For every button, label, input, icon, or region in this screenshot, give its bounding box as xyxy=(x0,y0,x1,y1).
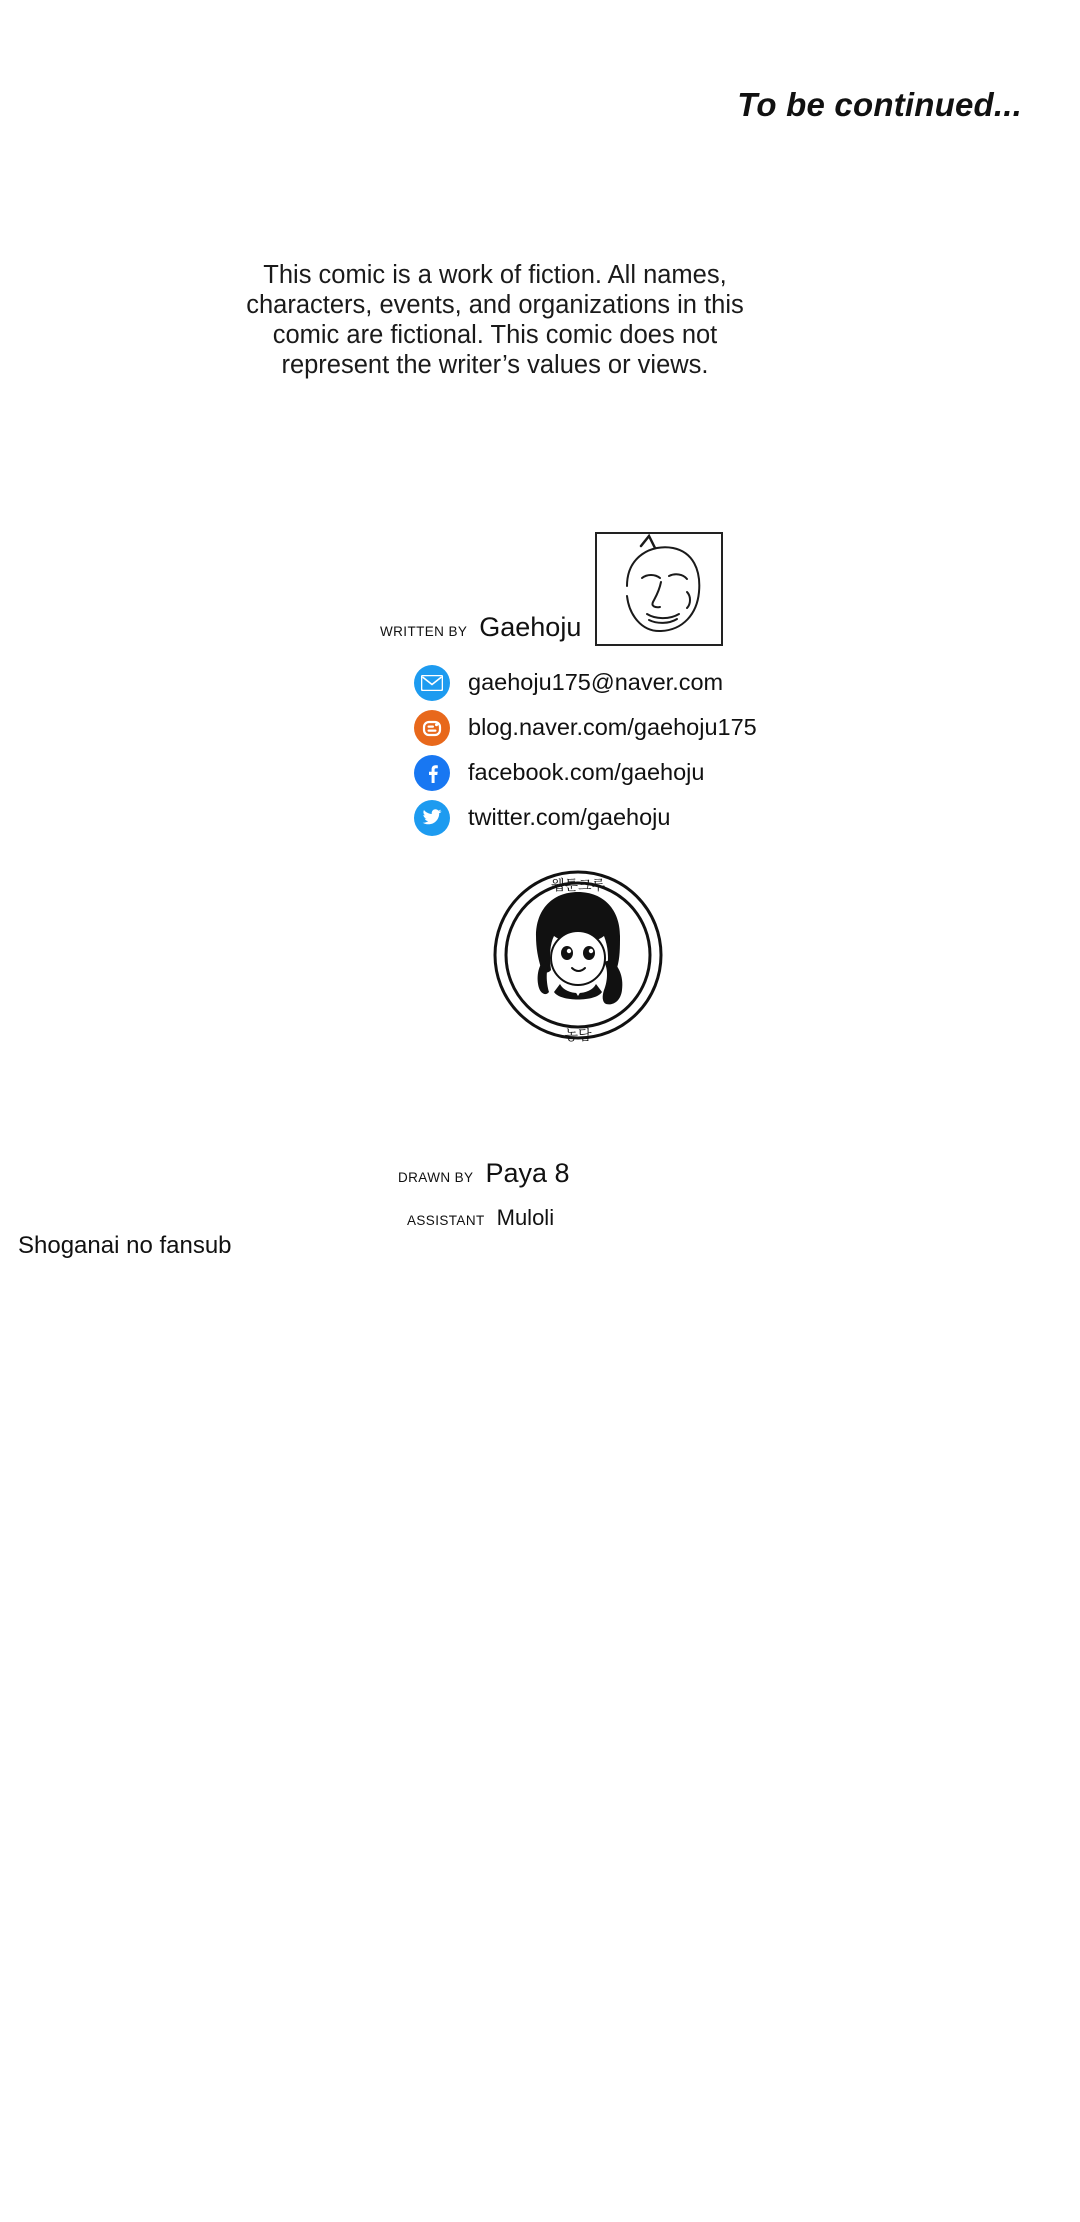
studio-stamp-logo xyxy=(492,860,664,1050)
author-portrait xyxy=(595,532,723,646)
blogger-icon xyxy=(414,710,450,746)
social-link-email-text: gaehoju175@naver.com xyxy=(468,669,724,695)
social-link-blog-text: blog.naver.com/gaehoju175 xyxy=(468,714,757,740)
written-by-label: WRITTEN BY xyxy=(380,624,468,639)
written-by-name: Gaehoju xyxy=(479,612,582,642)
stamp-top-text: 웹툰크루 xyxy=(550,878,606,894)
author-face-drawing xyxy=(597,534,717,640)
assistant-label: ASSISTANT xyxy=(407,1213,485,1228)
social-links-list xyxy=(414,660,757,840)
assistant-row xyxy=(407,1205,554,1231)
social-link-twitter[interactable] xyxy=(414,795,757,840)
social-link-facebook-text: facebook.com/gaehoju xyxy=(468,759,705,785)
social-link-email[interactable] xyxy=(414,660,757,705)
drawn-by-label: DRAWN BY xyxy=(398,1170,474,1185)
written-by-row xyxy=(380,612,581,643)
assistant-name: Muloli xyxy=(496,1205,555,1230)
to-be-continued-text: To be continued... xyxy=(737,86,1022,123)
social-link-twitter-text: twitter.com/gaehoju xyxy=(468,804,671,830)
social-link-facebook[interactable] xyxy=(414,750,757,795)
disclaimer-text: This comic is a work of fiction. All names, characters, events, and organizations in this comic are fictional. This comic does not represent the writer’s values or views. xyxy=(246,261,744,380)
drawn-by-name: Paya 8 xyxy=(485,1158,570,1188)
twitter-icon xyxy=(414,800,450,836)
fansub-credit: Shoganai no fansub xyxy=(18,1232,232,1259)
social-link-blog[interactable] xyxy=(414,705,757,750)
stamp-bottom-text: 농담 xyxy=(564,1028,592,1044)
facebook-icon xyxy=(414,755,450,791)
email-icon xyxy=(414,665,450,701)
drawn-by-row xyxy=(398,1158,570,1189)
